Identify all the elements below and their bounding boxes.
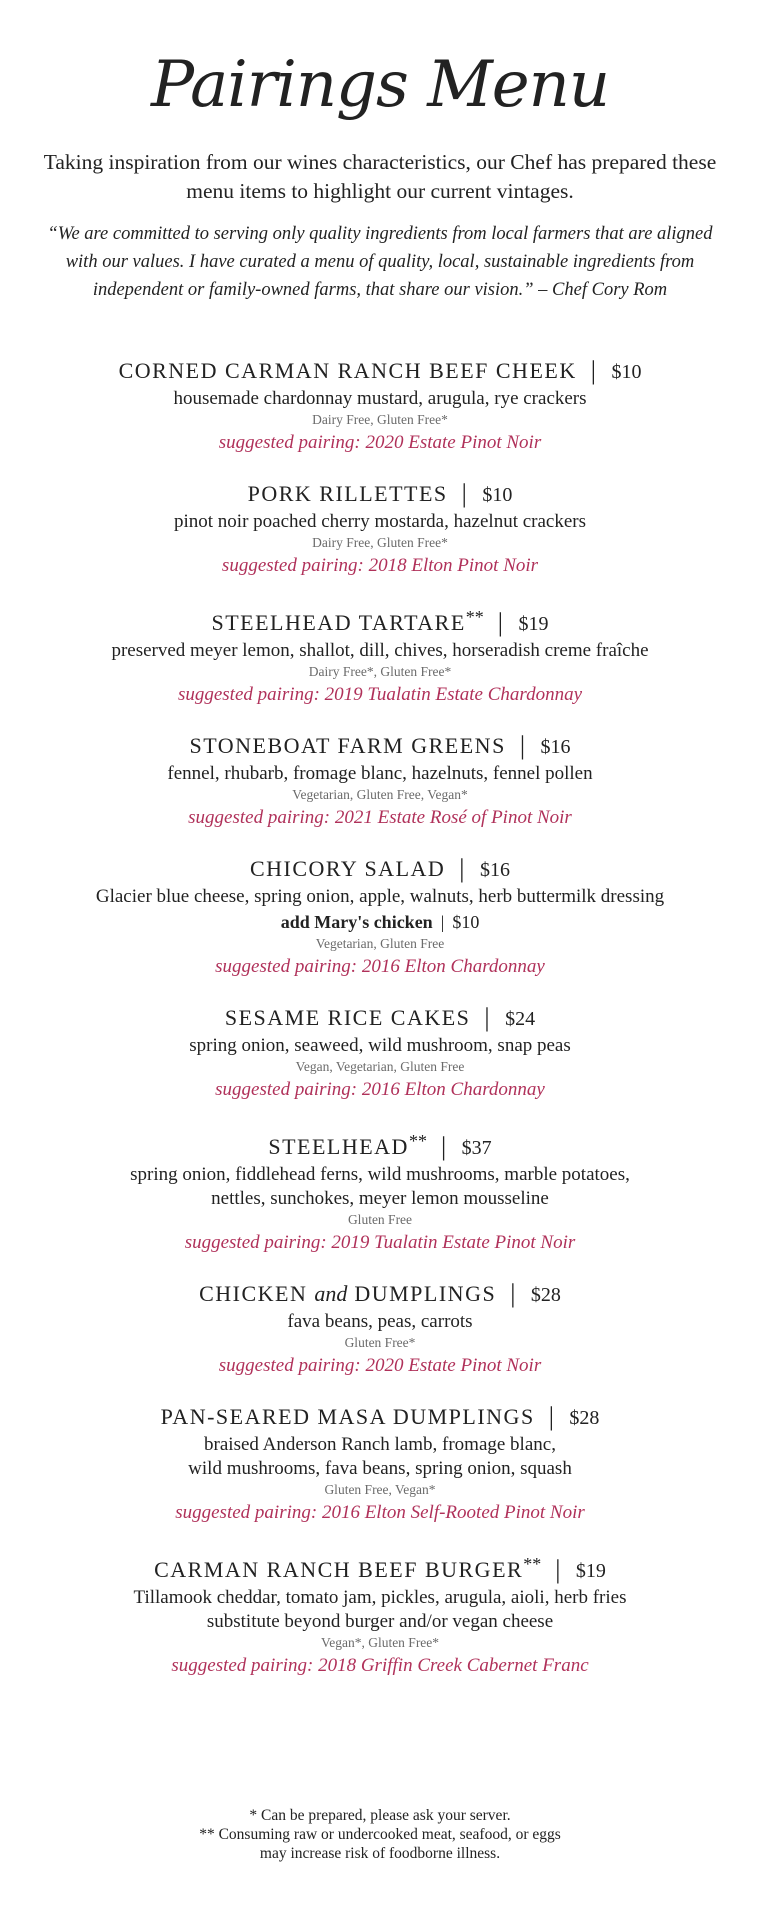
separator: | [459,854,467,883]
item-wine-pairing: suggested pairing: 2020 Estate Pinot Noir [218,432,542,453]
item-dietary-info: Dairy Free, Gluten Free* [312,412,448,427]
item-description: fennel, rhubarb, fromage blanc, hazelnuts, fennel pollen [167,763,593,784]
item-dietary-info: Vegan*, Gluten Free* [320,1635,440,1650]
intro-text: Taking inspiration from our wines characteristics, our Chef has prepared these menu items to highlight our current vintages. [43,150,717,203]
item-price: $10 [611,361,642,383]
item-name: CHICORY SALAD [249,856,446,881]
menu-item [30,731,730,832]
addon-price: $10 [452,912,480,932]
item-dietary-info: Dairy Free, Gluten Free* [312,535,448,550]
item-wine-pairing: suggested pairing: 2019 Tualatin Estate Chardonnay [177,684,583,705]
item-wine-pairing: suggested pairing: 2016 Elton Chardonnay [215,1079,545,1100]
menu-item [30,1279,730,1380]
item-heading [30,1549,730,1586]
item-wine-pairing: suggested pairing: 2016 Elton Self-Rooted Pinot Noir [175,1502,585,1523]
menu-item [30,1003,730,1104]
item-heading [30,479,730,510]
item-dietary-info: Gluten Free, Vegan* [324,1482,436,1497]
item-addon [30,909,730,935]
item-wine-pairing: suggested pairing: 2018 Griffin Creek Cabernet Franc [171,1655,589,1676]
item-description: Glacier blue cheese, spring onion, apple, walnuts, herb buttermilk dressing [95,886,665,907]
menu-list [30,356,730,1702]
separator: | [484,1003,492,1032]
separator: | [440,912,445,932]
item-dietary-info: Vegetarian, Gluten Free, Vegan* [292,787,468,802]
separator: | [440,1132,448,1161]
item-wine-pairing: suggested pairing: 2019 Tualatin Estate Pinot Noir [184,1232,576,1253]
item-description: spring onion, fiddlehead ferns, wild mushrooms, marble potatoes, [130,1164,630,1185]
item-description: fava beans, peas, carrots [287,1311,473,1332]
item-heading [30,1003,730,1034]
chef-quote: “We are committed to serving only quality ingredients from local farmers that are aligned with our values. I have curated a menu of quality, local, sustainable ingredients from independent or family-owned farms, that share our vision.” – Chef Cory Rom [47,224,713,300]
footnote-double-star: ** Consuming raw or undercooked meat, seafood, or eggs [199,1826,561,1843]
item-name: PAN-SEARED MASA DUMPLINGS [160,1404,535,1429]
separator: | [519,731,527,760]
item-description: braised Anderson Ranch lamb, fromage blanc, [204,1434,556,1455]
item-heading [30,1402,730,1433]
item-description: preserved meyer lemon, shallot, dill, chives, horseradish creme fraîche [111,640,649,661]
separator: | [548,1402,556,1431]
page-title: Pairings Menu [150,48,610,122]
menu-item [30,1402,730,1527]
item-name-and: and [314,1281,348,1306]
item-name: CORNED CARMAN RANCH BEEF CHEEK [118,358,577,383]
item-dietary-info: Vegetarian, Gluten Free [315,936,445,951]
item-dietary-info: Vegan, Vegetarian, Gluten Free [295,1059,465,1074]
item-description-line2: substitute beyond burger and/or vegan cheese [206,1611,554,1632]
item-description-line2: nettles, sunchokes, meyer lemon mousseline [211,1188,549,1209]
item-price: $10 [482,484,513,506]
item-dietary-info: Dairy Free*, Gluten Free* [308,664,452,679]
item-price: $24 [505,1008,536,1030]
separator: | [555,1555,562,1584]
item-name: STONEBOAT FARM GREENS [189,733,506,758]
menu-item [30,602,730,709]
item-name-part2: DUMPLINGS [354,1281,497,1306]
item-description: spring onion, seaweed, wild mushroom, snap peas [189,1035,571,1056]
item-description: Tillamook cheddar, tomato jam, pickles, arugula, aioli, herb fries [133,1587,627,1608]
item-price: $37 [461,1137,492,1159]
item-name: SESAME RICE CAKES [224,1005,471,1030]
item-wine-pairing: suggested pairing: 2021 Estate Rosé of Pinot Noir [188,807,572,828]
raw-warning-marker: ** [408,1131,427,1151]
menu-item [30,1126,730,1257]
item-heading [30,731,730,762]
menu-item [30,479,730,580]
item-description: housemade chardonnay mustard, arugula, rye crackers [173,388,587,409]
footnote-double-star-line2: may increase risk of foodborne illness. [259,1845,501,1862]
menu-item [30,1549,730,1680]
item-name: PORK RILLETTES [247,481,448,506]
separator: | [461,479,469,508]
item-heading [30,1279,730,1310]
item-price: $28 [569,1407,600,1429]
item-wine-pairing: suggested pairing: 2016 Elton Chardonnay [215,956,545,977]
item-heading [30,602,730,639]
item-name: STEELHEAD TARTARE [211,610,466,635]
separator: | [510,1279,517,1308]
raw-warning-marker: ** [465,607,484,627]
item-name-part1: CHICKEN [199,1281,308,1306]
item-price: $28 [530,1284,561,1306]
menu-item [30,854,730,981]
item-heading [30,854,730,885]
item-wine-pairing: suggested pairing: 2018 Elton Pinot Noir [221,555,539,576]
raw-warning-marker: ** [523,1554,542,1574]
footnote-single-star: * Can be prepared, please ask your server. [249,1807,511,1824]
item-name: STEELHEAD [268,1134,409,1159]
item-description: pinot noir poached cherry mostarda, hazelnut crackers [173,511,587,532]
item-price: $16 [480,859,511,881]
separator: | [497,608,505,637]
addon-name: add Mary's chicken [280,912,433,932]
item-heading [30,1126,730,1163]
item-price: $16 [540,736,571,758]
menu-item [30,356,730,457]
item-dietary-info: Gluten Free [347,1212,413,1227]
item-name: CARMAN RANCH BEEF BURGER [154,1557,524,1582]
footnotes [40,1806,720,1863]
item-dietary-info: Gluten Free* [344,1335,416,1350]
item-price: $19 [518,613,549,635]
separator: | [590,356,598,385]
item-price: $19 [575,1560,606,1582]
item-wine-pairing: suggested pairing: 2020 Estate Pinot Noir [218,1355,542,1376]
item-description-line2: wild mushrooms, fava beans, spring onion, squash [188,1458,572,1479]
item-heading [30,356,730,387]
